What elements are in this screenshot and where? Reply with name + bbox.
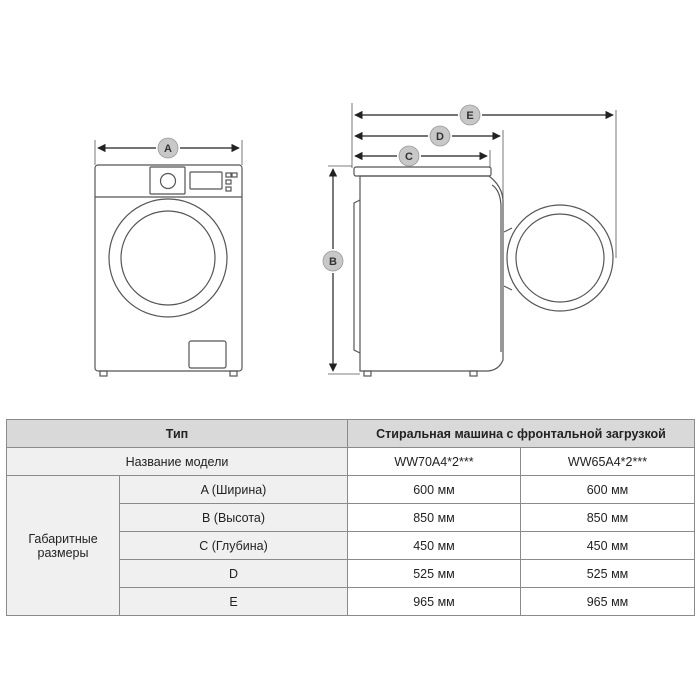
dimension-value: 850 мм (348, 504, 521, 532)
dimension-label-d: D (436, 131, 444, 143)
filter-cover (189, 341, 226, 368)
dimension-a (98, 138, 239, 158)
side-body (360, 176, 503, 371)
product-header: Стиральная машина с фронтальной загрузкой (348, 420, 695, 448)
dimension-label-e: E (466, 110, 474, 122)
dimension-label-b: B (329, 256, 337, 268)
dimension-label-c: C (405, 151, 413, 163)
door-outer (109, 199, 227, 317)
door-inner (121, 211, 215, 305)
model-label: Название модели (7, 448, 348, 476)
control-display (190, 172, 222, 189)
side-view (328, 103, 616, 376)
param-label: D (120, 560, 348, 588)
dimension-e (355, 105, 613, 125)
dimension-value: 600 мм (348, 476, 521, 504)
dimension-label-a: A (164, 143, 172, 155)
dimension-value: 450 мм (348, 532, 521, 560)
dimension-d (355, 126, 500, 146)
dimension-value: 600 мм (521, 476, 695, 504)
dimension-b (323, 169, 343, 371)
dimension-value: 450 мм (521, 532, 695, 560)
param-label: B (Высота) (120, 504, 348, 532)
program-dial (161, 174, 176, 189)
group-label: Габаритные размеры (7, 476, 120, 616)
param-label: A (Ширина) (120, 476, 348, 504)
open-door-inner (516, 214, 604, 302)
table-header-row (7, 420, 695, 448)
detergent-drawer (150, 167, 185, 194)
dimension-value: 850 мм (521, 504, 695, 532)
param-label: E (120, 588, 348, 616)
model-name: WW65A4*2*** (521, 448, 695, 476)
open-door-outer (507, 205, 613, 311)
dimension-value: 525 мм (348, 560, 521, 588)
dimension-value: 965 мм (521, 588, 695, 616)
model-name: WW70A4*2*** (348, 448, 521, 476)
dimensions-table (6, 419, 695, 616)
dimension-c (355, 146, 487, 166)
front-view (95, 140, 242, 376)
front-body (95, 165, 242, 371)
param-label: C (Глубина) (120, 532, 348, 560)
type-header: Тип (7, 420, 348, 448)
model-row (7, 448, 695, 476)
dimension-value: 965 мм (348, 588, 521, 616)
table-row (7, 476, 695, 504)
dimension-value: 525 мм (521, 560, 695, 588)
